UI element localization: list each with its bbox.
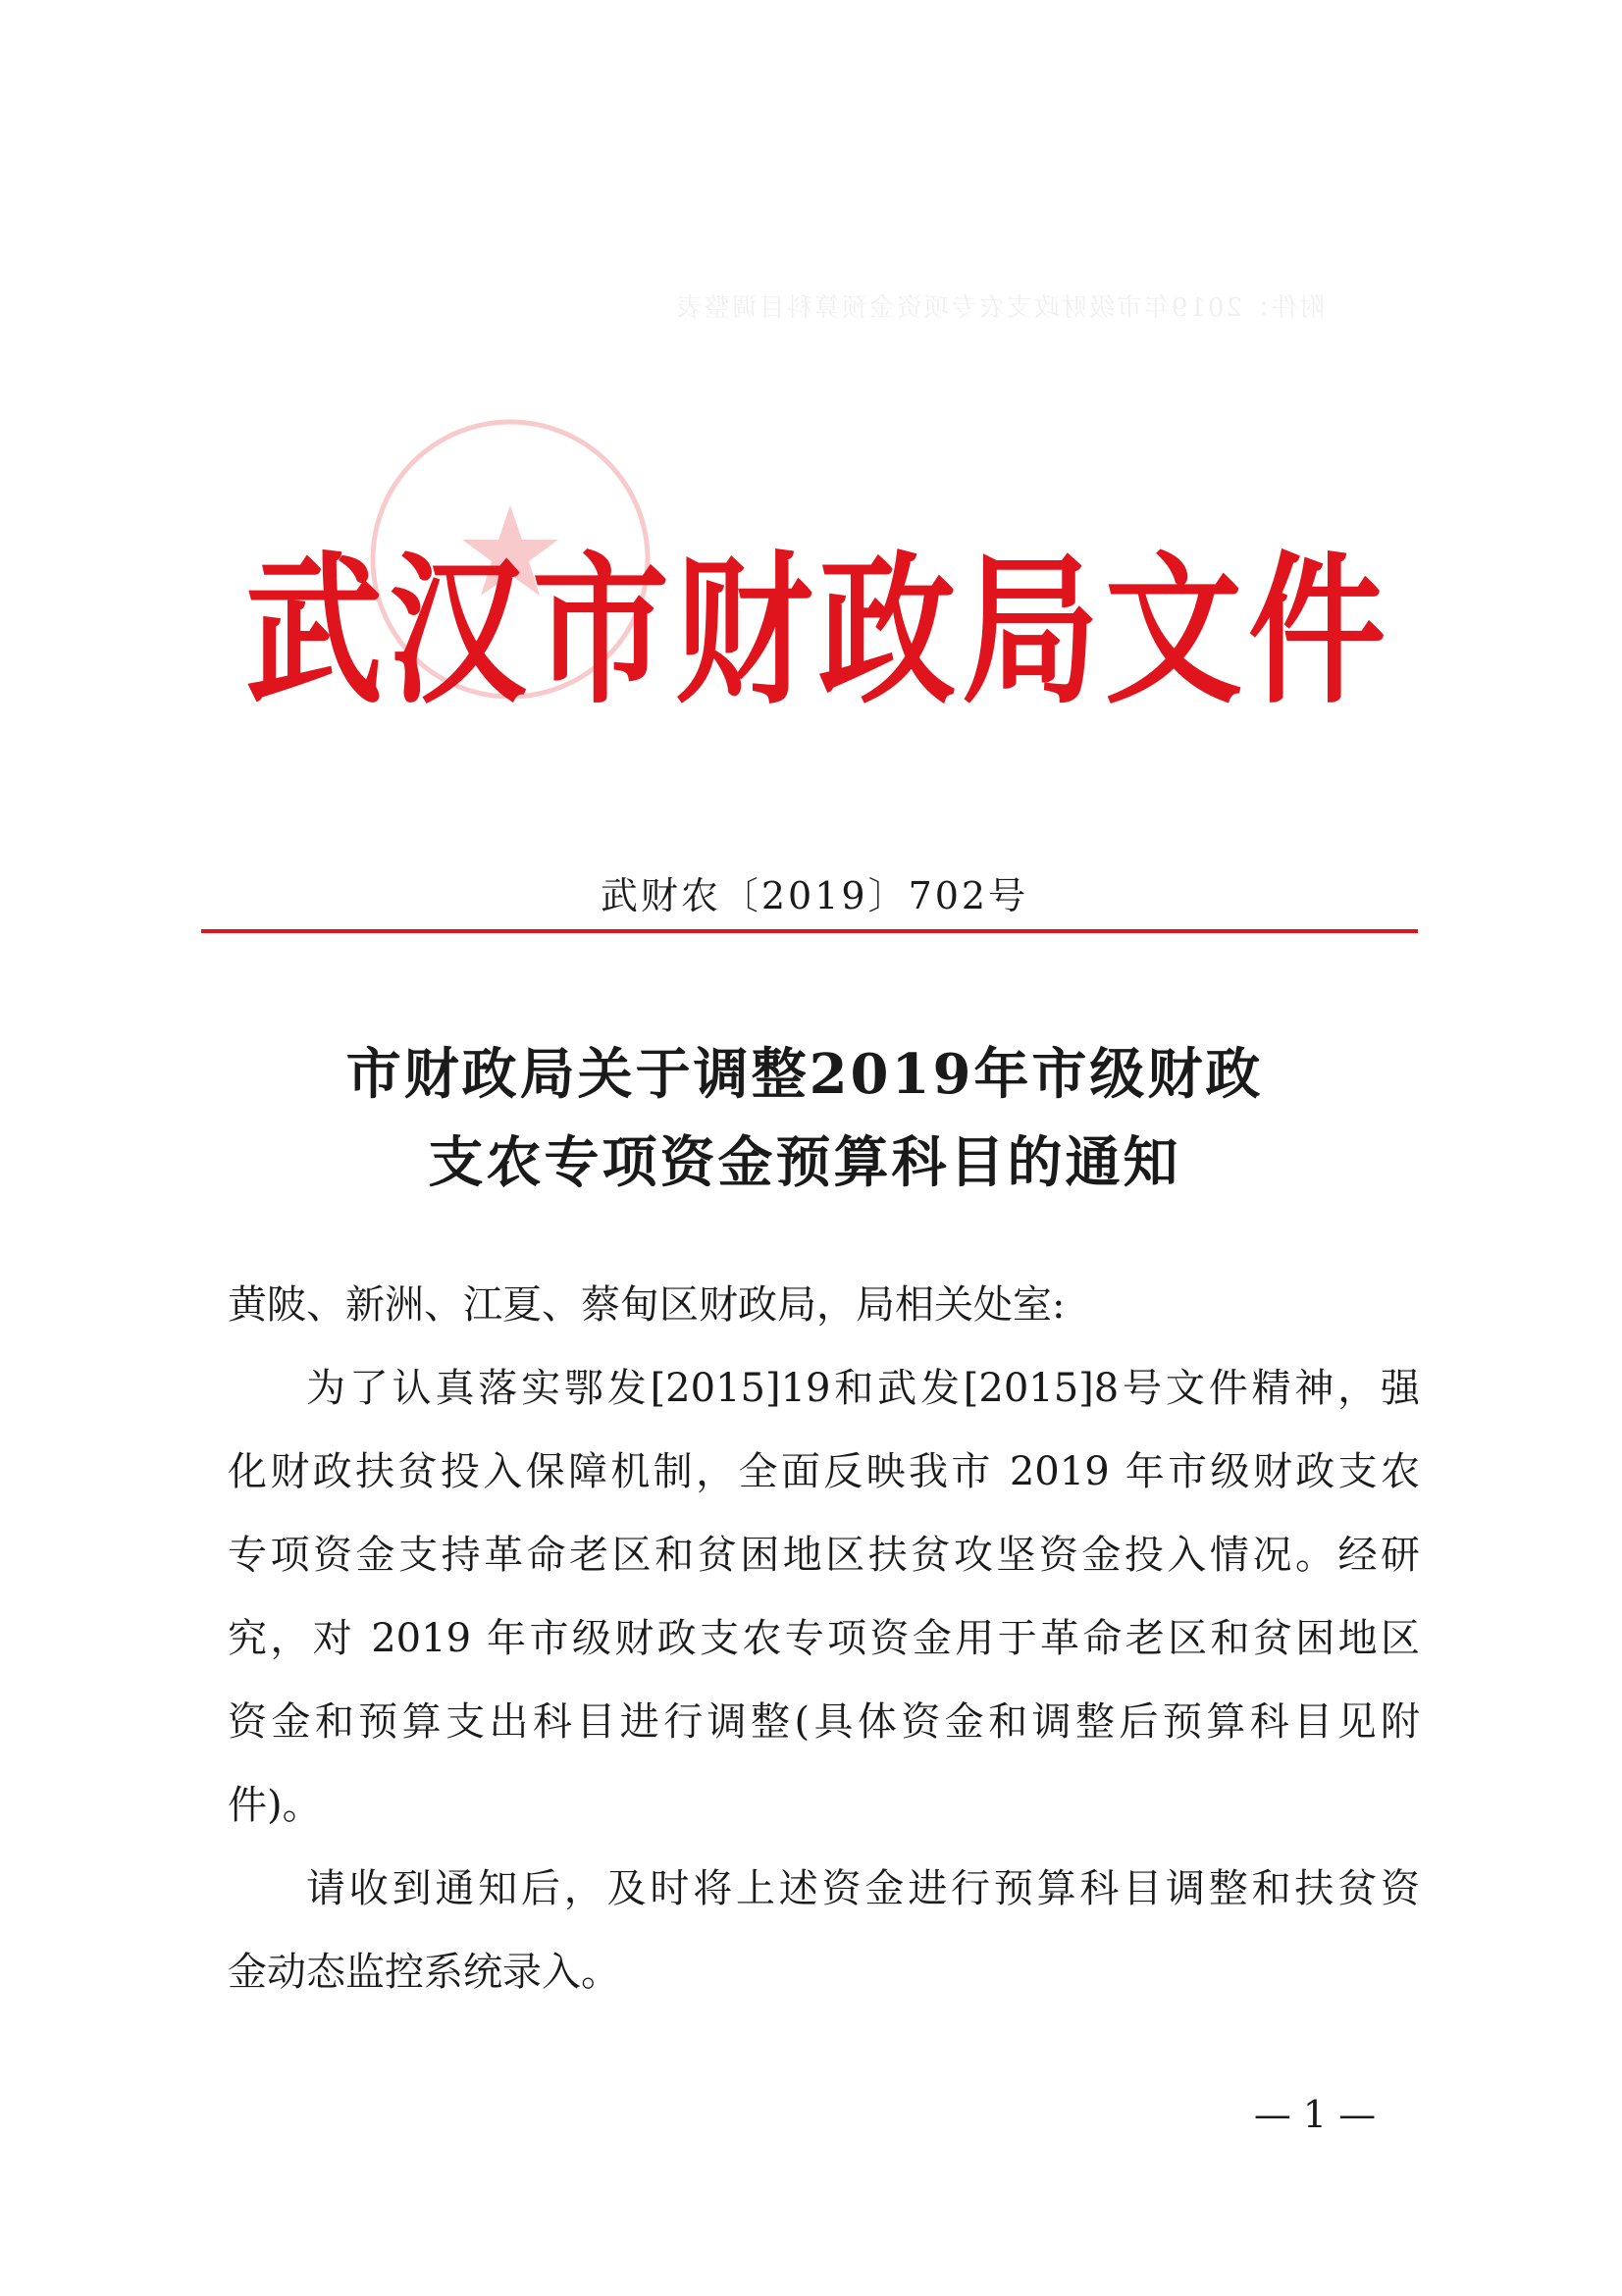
page-number: — 1 — [1253, 2093, 1377, 2136]
paragraph2-line-1: 请收到通知后，及时将上述资金进行预算科目调整和扶贫资 [306, 1866, 1420, 1911]
paragraph1-line-2: 化财政扶贫投入保障机制，全面反映我市 2019 年市级财政支农 [228, 1449, 1420, 1494]
document-number: 武财农〔2019〕702号 [600, 874, 1029, 917]
paragraph1-line-1: 为了认真落实鄂发[2015]19和武发[2015]8号文件精神，强 [306, 1366, 1420, 1411]
paragraph1-line-5: 资金和预算支出科目进行调整(具体资金和调整后预算科目见附 [228, 1699, 1420, 1745]
addressee-line: 黄陂、新洲、江夏、蔡甸区财政局，局相关处室: [228, 1282, 1066, 1328]
paragraph1-line-3: 专项资金支持革命老区和贫困地区扶贫攻坚资金投入情况。经研 [228, 1533, 1420, 1578]
paragraph2-line-2: 金动态监控系统录入。 [228, 1950, 620, 1995]
red-separator-rule [201, 929, 1418, 933]
paragraph1-line-6: 件)。 [228, 1783, 322, 1828]
paragraph1-line-4: 究，对 2019 年市级财政支农专项资金用于革命老区和贫困地区 [228, 1616, 1420, 1661]
bleed-through-text: 附件：2019年市级财政支农专项资金预算科目调整表 [674, 293, 1325, 323]
document-title-line-1: 市财政局关于调整2019年市级财政 [345, 1042, 1264, 1107]
document-title-line-2: 支农专项资金预算科目的通知 [428, 1130, 1181, 1195]
issuer-header-title: 武汉市财政局文件 [245, 538, 1392, 727]
